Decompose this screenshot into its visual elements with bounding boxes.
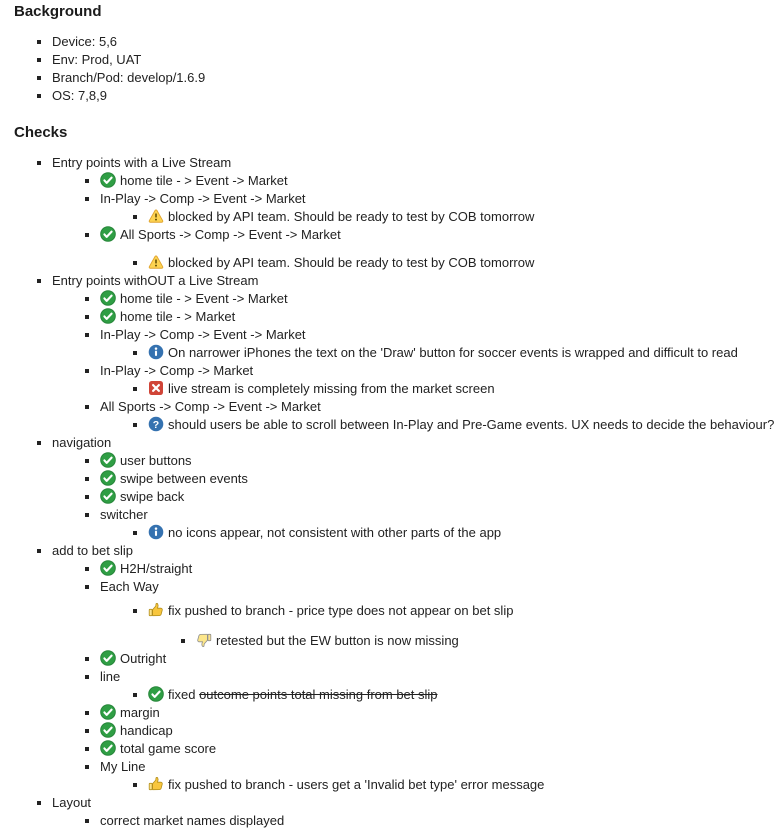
item-text: In-Play -> Comp -> Market bbox=[100, 363, 254, 378]
checks-list bbox=[14, 154, 781, 830]
item-text: correct market names displayed bbox=[100, 813, 285, 828]
list-item bbox=[52, 272, 781, 434]
item-text: fix pushed to branch - users get a 'Invalid bet type' error message bbox=[168, 777, 545, 792]
check-icon bbox=[100, 488, 116, 504]
list-item bbox=[100, 190, 781, 226]
list-item bbox=[52, 33, 781, 51]
list-item bbox=[52, 87, 781, 105]
list-item bbox=[100, 578, 781, 650]
thumbs-up-icon bbox=[148, 776, 164, 792]
nested-list bbox=[52, 560, 781, 794]
list-item bbox=[100, 740, 781, 758]
item-text: fixed bbox=[168, 687, 200, 702]
item-text: should users be able to scroll between In-Play and Pre-Game events. UX needs to decide the behaviour? bbox=[168, 417, 775, 432]
list-item bbox=[100, 362, 781, 398]
list-item bbox=[52, 434, 781, 542]
list-item bbox=[52, 154, 781, 272]
check-icon bbox=[100, 650, 116, 666]
list-item bbox=[100, 506, 781, 542]
check-icon bbox=[100, 172, 116, 188]
list-item bbox=[100, 704, 781, 722]
list-item bbox=[100, 226, 781, 272]
item-text: switcher bbox=[100, 507, 148, 522]
list-item bbox=[148, 686, 781, 704]
list-item bbox=[52, 542, 781, 794]
background-list bbox=[14, 33, 781, 105]
item-text: no icons appear, not consistent with other parts of the app bbox=[168, 525, 502, 540]
check-icon bbox=[100, 470, 116, 486]
nested-list bbox=[100, 776, 781, 794]
svg-text:?: ▪ ? bbox=[152, 418, 160, 431]
item-text: All Sports -> Comp -> Event -> Market bbox=[100, 399, 321, 414]
nested-list bbox=[52, 452, 781, 542]
item-text: Entry points withOUT a Live Stream bbox=[52, 273, 259, 288]
item-text: OS: 7,8,9 bbox=[52, 88, 107, 103]
background-heading: Background bbox=[14, 3, 102, 20]
nested-list bbox=[100, 380, 781, 398]
nested-list bbox=[52, 172, 781, 272]
list-item bbox=[52, 69, 781, 87]
check-icon bbox=[100, 308, 116, 324]
nested-list bbox=[100, 344, 781, 362]
check-icon bbox=[100, 560, 116, 576]
list-item bbox=[148, 380, 781, 398]
item-text: blocked by API team. Should be ready to test by COB tomorrow bbox=[168, 209, 535, 224]
list-item bbox=[100, 398, 781, 434]
item-text: H2H/straight bbox=[120, 561, 193, 576]
list-item bbox=[148, 208, 781, 226]
list-item bbox=[148, 416, 781, 434]
nested-list bbox=[100, 524, 781, 542]
item-text: On narrower iPhones the text on the 'Draw' button for soccer events is wrapped and difficult to read bbox=[168, 345, 738, 360]
nested-list bbox=[100, 602, 781, 650]
item-text: Device: 5,6 bbox=[52, 34, 118, 49]
item-text: fix pushed to branch - price type does not appear on bet slip bbox=[168, 603, 514, 618]
check-icon bbox=[100, 722, 116, 738]
info-icon bbox=[148, 524, 164, 540]
list-item bbox=[100, 172, 781, 190]
nested-list bbox=[52, 290, 781, 434]
nested-list bbox=[100, 416, 781, 434]
list-item bbox=[52, 51, 781, 69]
item-text: blocked by API team. Should be ready to test by COB tomorrow bbox=[168, 255, 535, 270]
item-text: Env: Prod, UAT bbox=[52, 52, 142, 67]
question-icon bbox=[148, 416, 164, 432]
item-text: handicap bbox=[120, 723, 173, 738]
item-text: Entry points with a Live Stream bbox=[52, 155, 232, 170]
item-text: swipe back bbox=[120, 489, 185, 504]
list-item bbox=[148, 524, 781, 542]
item-text: swipe between events bbox=[120, 471, 248, 486]
check-icon bbox=[100, 704, 116, 720]
list-item bbox=[100, 326, 781, 362]
list-item bbox=[148, 602, 781, 650]
item-text: navigation bbox=[52, 435, 112, 450]
check-icon bbox=[100, 740, 116, 756]
item-text: total game score bbox=[120, 741, 217, 756]
list-item bbox=[52, 794, 781, 830]
item-text: home tile - > Event -> Market bbox=[120, 173, 288, 188]
check-icon bbox=[148, 686, 164, 702]
list-item bbox=[100, 668, 781, 704]
list-item bbox=[100, 812, 781, 830]
item-text: In-Play -> Comp -> Event -> Market bbox=[100, 327, 306, 342]
list-item bbox=[148, 344, 781, 362]
list-item bbox=[196, 632, 781, 650]
list-item bbox=[100, 470, 781, 488]
item-text: add to bet slip bbox=[52, 543, 133, 558]
list-item bbox=[100, 722, 781, 740]
item-text: retested but the EW button is now missing bbox=[216, 633, 459, 648]
list-item bbox=[100, 560, 781, 578]
warning-icon bbox=[148, 254, 164, 270]
page-content bbox=[14, 4, 781, 830]
item-text: Each Way bbox=[100, 579, 159, 594]
list-item bbox=[100, 488, 781, 506]
list-item bbox=[100, 758, 781, 794]
nested-list bbox=[148, 632, 781, 650]
item-text: Outright bbox=[120, 651, 167, 666]
item-text: My Line bbox=[100, 759, 146, 774]
nested-list bbox=[100, 254, 781, 272]
thumbs-down-icon bbox=[196, 632, 212, 648]
info-icon bbox=[148, 344, 164, 360]
item-text: All Sports -> Comp -> Event -> Market bbox=[120, 227, 341, 242]
check-icon bbox=[100, 226, 116, 242]
item-text: live stream is completely missing from the market screen bbox=[168, 381, 495, 396]
item-text: user buttons bbox=[120, 453, 192, 468]
item-text: margin bbox=[120, 705, 160, 720]
nested-list bbox=[52, 812, 781, 830]
item-text: Branch/Pod: develop/1.6.9 bbox=[52, 70, 206, 85]
list-item bbox=[100, 650, 781, 668]
check-icon bbox=[100, 452, 116, 468]
error-icon bbox=[148, 380, 164, 396]
check-icon bbox=[100, 290, 116, 306]
list-item bbox=[100, 290, 781, 308]
list-item bbox=[100, 452, 781, 470]
warning-icon bbox=[148, 208, 164, 224]
nested-list bbox=[100, 208, 781, 226]
item-text: line bbox=[100, 669, 121, 684]
checks-heading: Checks bbox=[14, 124, 68, 141]
list-item bbox=[148, 776, 781, 794]
item-text: Layout bbox=[52, 795, 92, 810]
item-text: home tile - > Event -> Market bbox=[120, 291, 288, 306]
thumbs-up-icon bbox=[148, 602, 164, 618]
item-text-struck: outcome points total missing from bet slip bbox=[199, 687, 438, 702]
nested-list bbox=[100, 686, 781, 704]
list-item bbox=[148, 254, 781, 272]
list-item bbox=[100, 308, 781, 326]
item-text: home tile - > Market bbox=[120, 309, 236, 324]
item-text: In-Play -> Comp -> Event -> Market bbox=[100, 191, 306, 206]
